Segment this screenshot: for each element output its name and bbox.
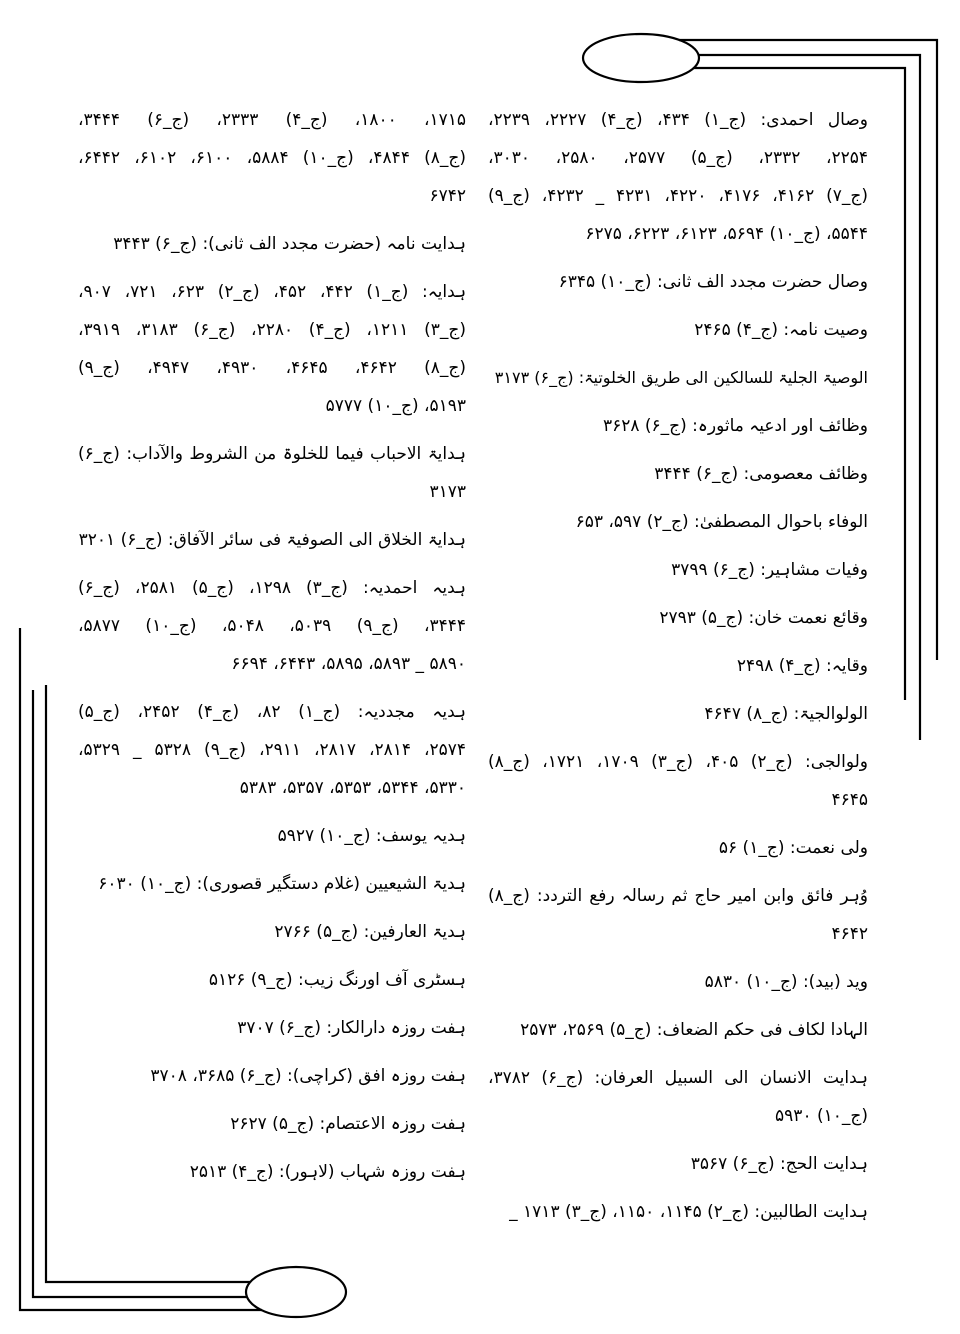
index-line: (ج_۸) ۴۸۴۴، (ج_۱۰) ۵۸۸۴، ۶۱۰۰، ۶۱۰۲، ۶۴۴۲، <box>78 148 466 168</box>
index-line: وظائف معصومی: (ج_۶) ۳۴۴۴ <box>654 464 868 484</box>
index-line: ہفت روزہ دارالکار: (ج_۶) ۳۷۰۷ <box>237 1018 466 1038</box>
index-line: ہدیۃ الشیعیین (غلام دستگیر قصوری): (ج_۱۰) ۶۰۳۰ <box>98 874 466 894</box>
index-line: ولوالجی: (ج_۲) ۴۰۵، (ج_۳) ۱۷۰۹، ۱۷۲۱، (ج_۸) <box>488 752 868 772</box>
index-entry <box>78 273 466 425</box>
index-entry <box>78 521 466 559</box>
index-entry <box>78 865 466 903</box>
index-line: (ج_۸) ۴۶۴۲، ۴۶۴۵، ۴۹۳۰، ۴۹۴۷، (ج_۹) <box>78 358 466 378</box>
index-line: وید (بید): (ج_۱۰) ۵۸۳۰ <box>704 972 868 992</box>
index-entry <box>488 455 868 493</box>
index-entry <box>78 225 466 263</box>
index-line: ہدیہ احمدیہ: (ج_۳) ۱۲۹۸، (ج_۵) ۲۵۸۱، (ج_۶) <box>78 578 466 598</box>
index-line: ۲۲۵۴، ۲۳۳۲، (ج_۵) ۲۵۷۷، ۲۵۸۰، ۳۰۳۰، <box>488 148 868 168</box>
index-entry <box>488 877 868 953</box>
index-entry <box>488 599 868 637</box>
index-entry <box>488 407 868 445</box>
index-line: ہدایت نامہ (حضرت مجدد الف ثانی): (ج_۶) ۳۴۴۳ <box>113 234 466 254</box>
index-line: ہدایہ: (ج_۱) ۴۴۲، ۴۵۲، (ج_۲) ۶۲۳، ۷۲۱، ۹۰۷، <box>78 282 466 302</box>
index-entry <box>78 1105 466 1143</box>
index-entry <box>78 101 466 215</box>
index-line: ہدایۃ الاحباب فیما للخلوۃ من الشروط والآداب: (ج_۶) <box>78 444 466 464</box>
index-entry <box>78 569 466 683</box>
index-line: ہدایۃ الخلاق الی الصوفیۃ فی سائر الآفاق: (ج_۶) ۳۲۰۱ <box>78 530 466 550</box>
index-line: ۵۵۴۴، (ج_۱۰) ۵۶۹۴، ۶۱۲۳، ۶۲۲۳، ۶۲۷۵ <box>585 224 868 244</box>
index-line: ہدایت الانسان الی السبیل العرفان: (ج_۶) ۳۷۸۲، <box>488 1068 868 1088</box>
index-line: وصیت نامہ: (ج_۴) ۲۴۶۵ <box>694 320 868 340</box>
index-entry <box>488 359 868 397</box>
index-line: ہدیہ یوسف: (ج_۱۰) ۵۹۲۷ <box>277 826 466 846</box>
index-entry <box>488 829 868 867</box>
index-entry <box>488 1145 868 1183</box>
index-entry <box>488 1193 868 1231</box>
index-line: ۴۶۴۲ <box>831 924 868 944</box>
index-line: ۶۷۴۲ <box>429 186 466 206</box>
index-entry <box>488 1059 868 1135</box>
index-line: ہدایت الطالبین: (ج_۲) ۱۱۴۵، ۱۱۵۰، (ج_۳) ۱۷۱۳ _ <box>509 1202 868 1222</box>
index-line: ۲۵۷۴، ۲۸۱۴، ۲۸۱۷، ۲۹۱۱، (ج_۹) ۵۳۲۸ _ ۵۳۲۹، <box>78 740 466 760</box>
index-line: وقایہ: (ج_۴) ۲۴۹۸ <box>736 656 868 676</box>
index-line: (ج_۳) ۱۲۱۱، (ج_۴) ۲۲۸۰، (ج_۶) ۳۱۸۳، ۳۹۱۹، <box>78 320 466 340</box>
index-line: ولی نعمت: (ج_۱) ۵۶ <box>718 838 868 858</box>
index-line: ہدیہ مجددیہ: (ج_۱) ۸۲، (ج_۴) ۲۴۵۲، (ج_۵) <box>78 702 466 722</box>
index-line: ۵۱۹۳، (ج_۱۰) ۵۷۷۷ <box>325 396 466 416</box>
index-line: ۵۳۳۰، ۵۳۴۴، ۵۳۵۳، ۵۳۵۷، ۵۳۸۳ <box>239 778 466 798</box>
index-entry <box>488 963 868 1001</box>
index-entry <box>488 311 868 349</box>
index-line: ہفت روزہ افق (کراچی): (ج_۶) ۳۶۸۵، ۳۷۰۸ <box>150 1066 466 1086</box>
index-entry <box>488 503 868 541</box>
index-line: ہفت روزہ الاعتصام: (ج_۵) ۲۶۲۷ <box>230 1114 466 1134</box>
index-entry <box>78 1009 466 1047</box>
index-entry <box>488 647 868 685</box>
index-entry <box>78 961 466 999</box>
index-line: الہادا لکاف فی حکم الضعاف: (ج_۵) ۲۵۶۹، ۲۵۷۳ <box>520 1020 868 1040</box>
index-line: ۵۸۹۰ _ ۵۸۹۳، ۵۸۹۵، ۶۴۴۳، ۶۶۹۴ <box>231 654 466 674</box>
index-column-left <box>78 101 466 1201</box>
index-entry <box>78 435 466 511</box>
index-line: ہدیۃ العارفین: (ج_۵) ۲۷۶۶ <box>274 922 466 942</box>
index-entry <box>488 1011 868 1049</box>
index-line: ۱۷۱۵، ۱۸۰۰، (ج_۴) ۲۳۳۳، (ج_۶) ۳۴۴۴، <box>78 110 466 130</box>
index-line: وظائف اور ادعیہ ماثورہ: (ج_۶) ۳۶۲۸ <box>602 416 868 436</box>
index-line: ہدایت الحج: (ج_۶) ۳۵۶۷ <box>690 1154 868 1174</box>
index-line: ۳۴۴۴، (ج_۹) ۵۰۳۹، ۵۰۴۸، (ج_۱۰) ۵۸۷۷، <box>78 616 466 636</box>
index-entry <box>488 695 868 733</box>
top-ornament-ellipse <box>583 34 699 82</box>
index-line: ہسٹری آف اورنگ زیب: (ج_۹) ۵۱۲۶ <box>208 970 466 990</box>
index-line: ہفت روزہ شہاب (لاہور): (ج_۴) ۲۵۱۳ <box>189 1162 466 1182</box>
bottom-ornament-ellipse <box>246 1267 346 1317</box>
index-entry <box>488 263 868 301</box>
index-line: (ج_۱۰) ۵۹۳۰ <box>775 1106 868 1126</box>
index-line: الوفاء باحوال المصطفیٰ: (ج_۲) ۵۹۷، ۶۵۳ <box>575 512 868 532</box>
index-entry <box>488 551 868 589</box>
index-column-right <box>488 101 868 1241</box>
index-line: وفیات مشاہیر: (ج_۶) ۳۷۹۹ <box>671 560 868 580</box>
index-line: ۳۱۷۳ <box>429 482 466 502</box>
index-entry <box>78 1153 466 1191</box>
index-entry <box>78 1057 466 1095</box>
index-entry <box>78 817 466 855</box>
index-line: الوصیۃ الجلیۃ للسالکین الی طریق الخلوتیۃ: (ج_۶) ۳۱۷۳ <box>494 368 868 387</box>
index-line: وصال حضرت مجدد الف ثانی: (ج_۱۰) ۶۳۴۵ <box>558 272 868 292</box>
index-line: ۴۶۴۵ <box>831 790 868 810</box>
index-line: (ج_۷) ۴۱۶۲، ۴۱۷۶، ۴۲۲۰، ۴۲۳۱ _ ۴۲۳۲، (ج_۹) <box>488 186 868 206</box>
index-line: وُہر فائق وابن امیر حاج ثم رسالہ رفع التردد: (ج_۸) <box>488 886 868 906</box>
index-line: وصال احمدی: (ج_۱) ۴۳۴، (ج_۴) ۲۲۲۷، ۲۲۳۹، <box>488 110 868 130</box>
index-line: وقائع نعمت خان: (ج_۵) ۲۷۹۳ <box>659 608 868 628</box>
index-entry <box>488 101 868 253</box>
index-entry <box>78 913 466 951</box>
index-entry <box>488 743 868 819</box>
index-line: الولوالجیۃ: (ج_۸) ۴۶۴۷ <box>704 704 868 724</box>
index-entry <box>78 693 466 807</box>
